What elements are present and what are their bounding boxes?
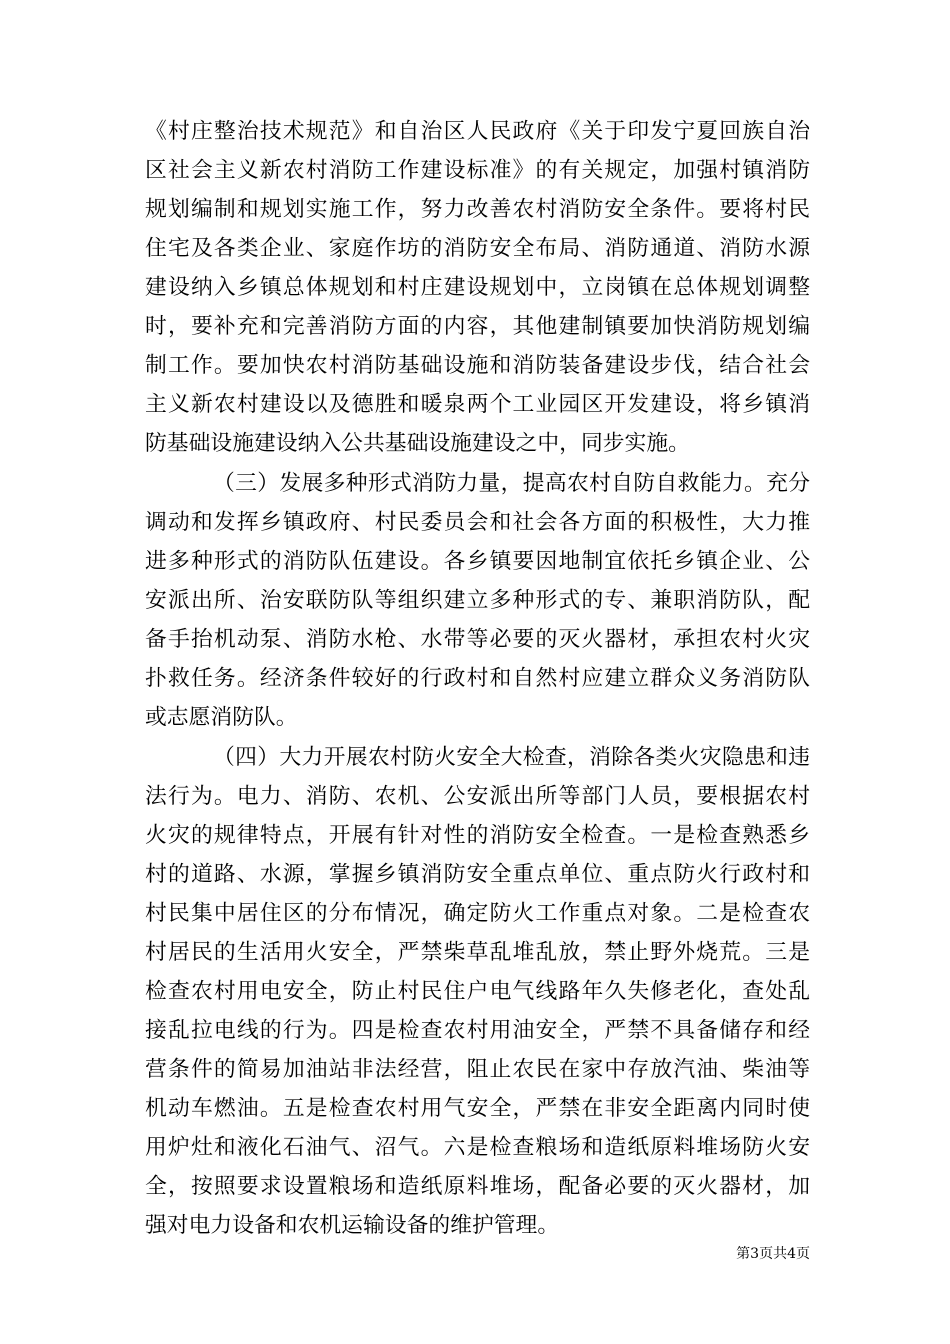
text-line: （三）发展多种形式消防力量，提高农村自防自救能力。充分 <box>213 471 810 496</box>
text-line: 法行为。电力、消防、农机、公安派出所等部门人员，要根据农村 <box>145 784 810 809</box>
text-line: 时，要补充和完善消防方面的内容，其他建制镇要加快消防规划编 <box>145 314 810 339</box>
page-number: 第3页共4页 <box>736 1246 810 1262</box>
text-line: 检查农村用电安全，防止村民住户电气线路年久失修老化，查处乱 <box>145 979 810 1004</box>
text-line: 安派出所、治安联防队等组织建立多种形式的专、兼职消防队，配 <box>145 588 810 613</box>
text-line: 《村庄整治技术规范》和自治区人民政府《关于印发宁夏回族自治 <box>145 119 810 144</box>
text-line: 扑救任务。经济条件较好的行政村和自然村应建立群众义务消防队 <box>145 666 810 691</box>
text-line: 制工作。要加快农村消防基础设施和消防装备建设步伐，结合社会 <box>145 353 810 378</box>
text-line: 机动车燃油。五是检查农村用气安全，严禁在非安全距离内同时使 <box>145 1096 810 1121</box>
text-line: 营条件的简易加油站非法经营，阻止农民在家中存放汽油、柴油等 <box>145 1057 810 1082</box>
text-line: 主义新农村建设以及德胜和暖泉两个工业园区开发建设，将乡镇消 <box>145 392 810 417</box>
text-line: 村的道路、水源，掌握乡镇消防安全重点单位、重点防火行政村和 <box>145 862 810 887</box>
text-line: 用炉灶和液化石油气、沼气。六是检查粮场和造纸原料堆场防火安 <box>145 1135 810 1160</box>
text-line: 村民集中居住区的分布情况，确定防火工作重点对象。二是检查农 <box>145 901 810 926</box>
text-line: 或志愿消防队。 <box>145 705 298 730</box>
text-line: 火灾的规律特点，开展有针对性的消防安全检查。一是检查熟悉乡 <box>145 823 810 848</box>
text-line: 接乱拉电线的行为。四是检查农村用油安全，严禁不具备储存和经 <box>145 1018 810 1043</box>
text-line: 规划编制和规划实施工作，努力改善农村消防安全条件。要将村民 <box>145 197 810 222</box>
text-line: 全，按照要求设置粮场和造纸原料堆场，配备必要的灭火器材，加 <box>145 1174 810 1199</box>
text-line: 备手抬机动泵、消防水枪、水带等必要的灭火器材，承担农村火灾 <box>145 627 810 652</box>
text-line: 调动和发挥乡镇政府、村民委员会和社会各方面的积极性，大力推 <box>145 510 810 535</box>
text-line: 防基础设施建设纳入公共基础设施建设之中，同步实施。 <box>145 431 690 456</box>
text-line: 建设纳入乡镇总体规划和村庄建设规划中，立岗镇在总体规划调整 <box>145 275 810 300</box>
text-line: 村居民的生活用火安全，严禁柴草乱堆乱放，禁止野外烧荒。三是 <box>145 940 810 965</box>
text-line: 强对电力设备和农机运输设备的维护管理。 <box>145 1213 560 1238</box>
text-line: 区社会主义新农村消防工作建设标准》的有关规定，加强村镇消防 <box>145 158 810 183</box>
text-line: 进多种形式的消防队伍建设。各乡镇要因地制宜依托乡镇企业、公 <box>145 549 810 574</box>
text-line: 住宅及各类企业、家庭作坊的消防安全布局、消防通道、消防水源 <box>145 236 810 261</box>
text-line: （四）大力开展农村防火安全大检查，消除各类火灾隐患和违 <box>213 745 810 770</box>
